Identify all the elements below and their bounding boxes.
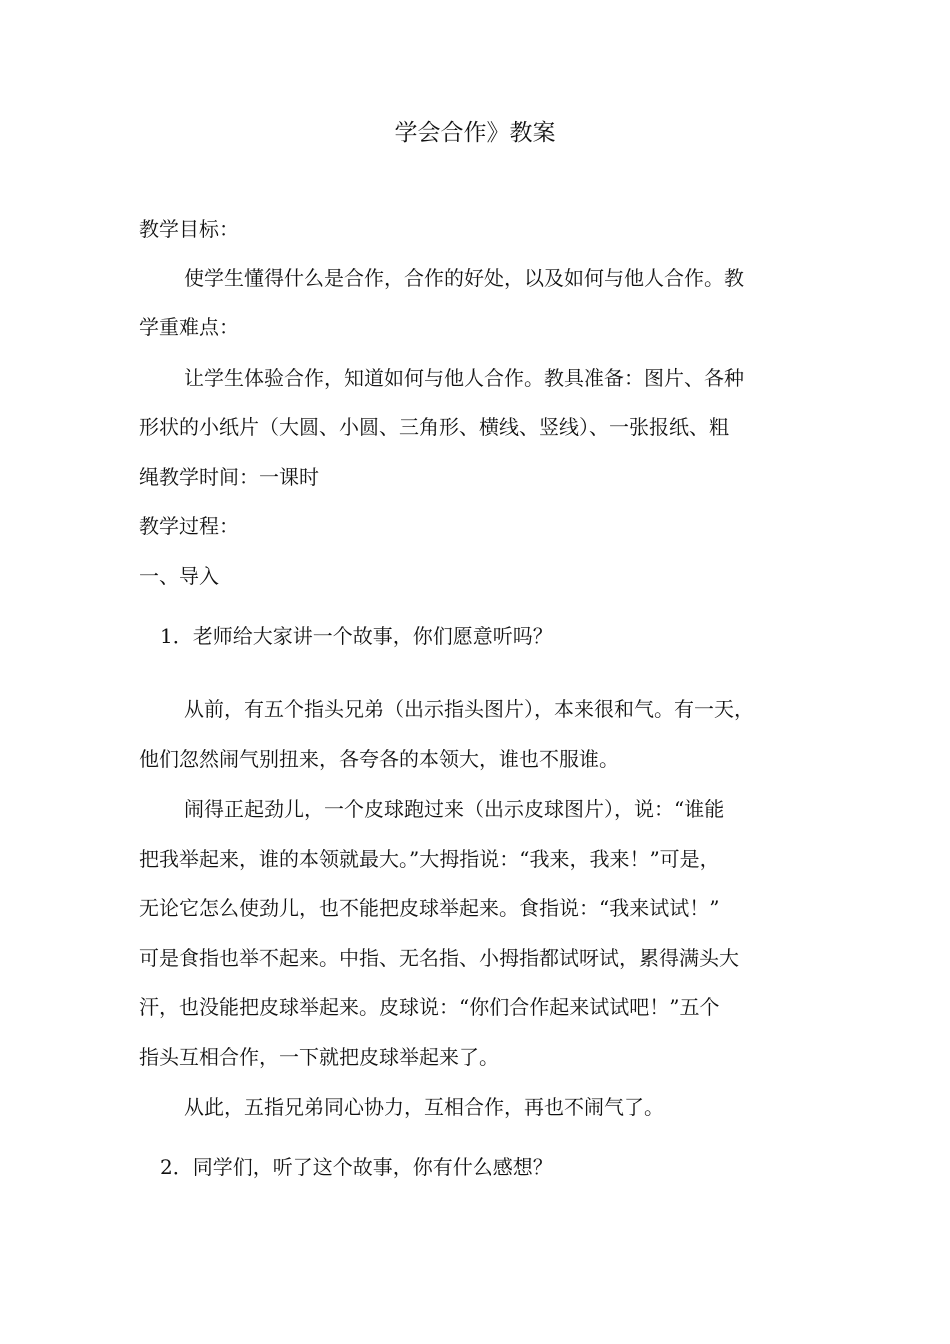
paragraph-line: 让学生体验合作，知道如何与他人合作。教具准备：图片、各种 <box>184 366 744 390</box>
section-heading-process: 教学过程： <box>139 514 239 538</box>
section-heading-objectives: 教学目标： <box>139 217 239 241</box>
paragraph-line: 学重难点： <box>139 315 239 339</box>
paragraph-line: 把我举起来，谁的本领就最大。”大拇指说：“我来，我来！”可是， <box>139 847 720 871</box>
numbered-item-2: 2．同学们，听了这个故事，你有什么感想？ <box>160 1155 553 1179</box>
paragraph-line: 从此，五指兄弟同心协力，互相合作，再也不闹气了。 <box>184 1095 664 1119</box>
numbered-item-1: 1．老师给大家讲一个故事，你们愿意听吗？ <box>160 624 553 648</box>
document-title: 学会合作》教案 <box>394 120 556 146</box>
paragraph-line: 绳教学时间：一课时 <box>139 465 319 489</box>
paragraph-line: 无论它怎么使劲儿，也不能把皮球举起来。食指说：“我来试试！” <box>139 896 720 920</box>
paragraph-line: 指头互相合作，一下就把皮球举起来了。 <box>139 1045 499 1069</box>
paragraph-line: 闹得正起劲儿，一个皮球跑过来（出示皮球图片），说：“谁能 <box>184 797 725 821</box>
paragraph-line: 汗，也没能把皮球举起来。皮球说：“你们合作起来试试吧！”五个 <box>139 995 720 1019</box>
paragraph-line: 他们忽然闹气别扭来，各夸各的本领大，谁也不服谁。 <box>139 747 619 771</box>
paragraph-line: 可是食指也举不起来。中指、无名指、小拇指都试呀试，累得满头大 <box>139 946 739 970</box>
section-heading-intro: 一、导入 <box>139 564 219 588</box>
paragraph-line: 形状的小纸片（大圆、小圆、三角形、横线、竖线）、一张报纸、粗 <box>139 415 729 439</box>
paragraph-line: 从前，有五个指头兄弟（出示指头图片），本来很和气。有一天， <box>184 697 754 721</box>
paragraph-line: 使学生懂得什么是合作，合作的好处，以及如何与他人合作。教 <box>184 266 744 290</box>
